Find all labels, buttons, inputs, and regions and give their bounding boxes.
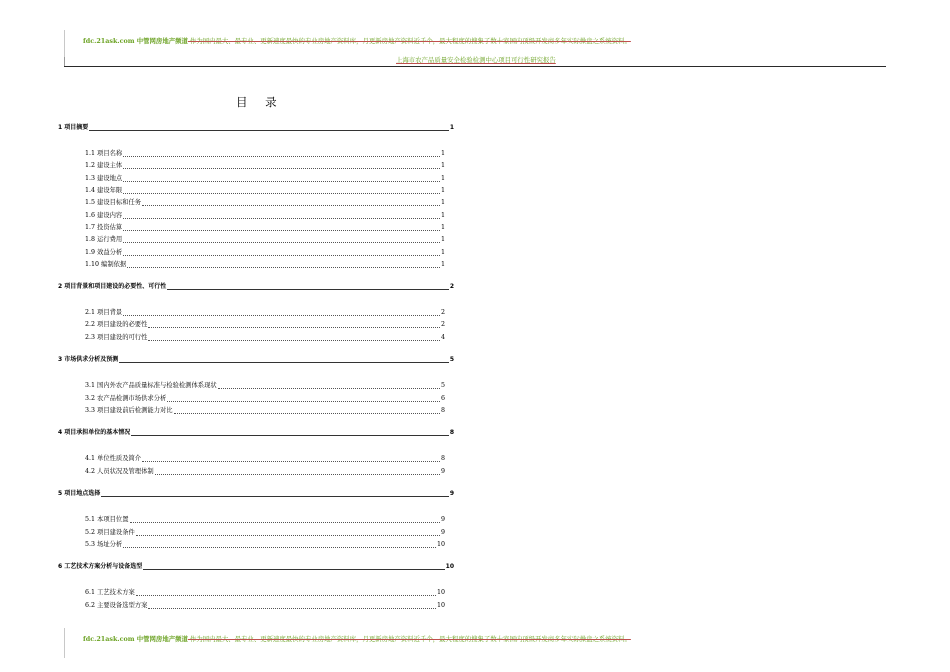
toc-entry-label: 4.1 单位性质及简介 bbox=[85, 455, 142, 462]
toc-section-1-6[interactable] bbox=[85, 212, 445, 220]
toc-leader bbox=[167, 400, 440, 402]
toc-entry-label: 3.3 项目建设前后检测能力对比 bbox=[85, 407, 173, 414]
toc-entry-page: 9 bbox=[440, 516, 445, 523]
toc-leader bbox=[123, 314, 440, 316]
toc-entry-page: 1 bbox=[449, 124, 454, 131]
toc-section-1-7[interactable] bbox=[85, 224, 445, 232]
toc-entry-label: 6 工艺技术方案分析与设备选型 bbox=[58, 563, 143, 570]
toc-entry-page: 1 bbox=[440, 249, 445, 256]
toc-leader bbox=[123, 546, 436, 548]
toc-leader bbox=[127, 266, 440, 268]
header-slogan: 作为国内最大、最专业、更新速度最快的专业房地产资料库，月更新房地产资料近千个，最大程度的搜集了数十家国内顶级开发商多年实际操盘之系统资料。 bbox=[187, 37, 631, 45]
toc-entry-label: 4.2 人员状况及管理体制 bbox=[85, 468, 154, 475]
toc-section-6-1[interactable] bbox=[85, 589, 445, 597]
toc-entry-label: 2.1 项目背景 bbox=[85, 309, 123, 316]
toc-leader bbox=[142, 204, 440, 206]
toc-leader bbox=[167, 288, 449, 290]
toc-entry-label: 1.4 建设年限 bbox=[85, 187, 123, 194]
toc-entry-page: 5 bbox=[449, 356, 454, 363]
toc-chapter-4[interactable] bbox=[58, 429, 454, 437]
toc-leader bbox=[131, 434, 449, 436]
toc-leader bbox=[123, 241, 440, 243]
toc-leader bbox=[142, 460, 440, 462]
toc-entry-label: 1.2 建设主体 bbox=[85, 162, 123, 169]
toc-entry-page: 8 bbox=[440, 407, 445, 414]
toc-section-5-1[interactable] bbox=[85, 516, 445, 524]
toc-entry-label: 2 项目背景和项目建设的必要性、可行性 bbox=[58, 283, 167, 290]
toc-leader bbox=[136, 594, 436, 596]
toc-entry-label: 5.3 场址分析 bbox=[85, 541, 123, 548]
toc-entry-label: 3.2 农产品检测市场供求分析 bbox=[85, 395, 167, 402]
document-running-title: 上海市农产品质量安全检验检测中心项目可行性研究报告 bbox=[396, 56, 556, 64]
toc-entry-label: 6.2 主要设备选型方案 bbox=[85, 602, 148, 609]
toc-entry-page: 10 bbox=[436, 602, 445, 609]
toc-entry-page: 10 bbox=[436, 589, 445, 596]
footer-margin-line bbox=[64, 628, 65, 658]
toc-section-1-10[interactable] bbox=[85, 261, 445, 269]
header-rule bbox=[64, 66, 886, 67]
toc-entry-page: 9 bbox=[449, 490, 454, 497]
toc-entry-label: 5.2 项目建设条件 bbox=[85, 529, 135, 536]
toc-entry-label: 3 市场供求分析及预测 bbox=[58, 356, 119, 363]
toc-leader bbox=[123, 155, 440, 157]
toc-leader bbox=[136, 534, 440, 536]
toc-entry-page: 1 bbox=[440, 187, 445, 194]
toc-section-1-9[interactable] bbox=[85, 249, 445, 257]
toc-entry-label: 1 项目摘要 bbox=[58, 124, 89, 131]
toc-section-5-2[interactable] bbox=[85, 529, 445, 537]
toc-entry-label: 1.6 建设内容 bbox=[85, 212, 123, 219]
toc-entry-label: 6.1 工艺技术方案 bbox=[85, 589, 135, 596]
footer-slogan: 作为国内最大、最专业、更新速度最快的专业房地产资料库，月更新房地产资料近千个，最大程度的搜集了数十家国内顶级开发商多年实际操盘之系统资料。 bbox=[187, 635, 631, 643]
toc-leader bbox=[123, 180, 440, 182]
toc-entry-page: 1 bbox=[440, 224, 445, 231]
toc-section-1-4[interactable] bbox=[85, 187, 445, 195]
toc-chapter-5[interactable] bbox=[58, 490, 454, 498]
toc-leader bbox=[148, 339, 440, 341]
header-banner bbox=[83, 37, 783, 45]
toc-entry-page: 1 bbox=[440, 199, 445, 206]
toc-entry-label: 1.3 建设地点 bbox=[85, 175, 123, 182]
toc-entry-page: 1 bbox=[440, 150, 445, 157]
toc-entry-label: 5.1 本项目位置 bbox=[85, 516, 129, 523]
toc-chapter-1[interactable] bbox=[58, 124, 454, 132]
toc-leader bbox=[143, 568, 444, 570]
toc-section-1-2[interactable] bbox=[85, 162, 445, 170]
toc-section-3-2[interactable] bbox=[85, 395, 445, 403]
toc-entry-page: 8 bbox=[440, 455, 445, 462]
toc-leader bbox=[123, 217, 440, 219]
toc-leader bbox=[123, 229, 440, 231]
toc-entry-label: 1.10 编制依据 bbox=[85, 261, 127, 268]
toc-leader bbox=[119, 361, 449, 363]
toc-entry-page: 1 bbox=[440, 236, 445, 243]
toc-chapter-6[interactable] bbox=[58, 563, 454, 571]
toc-section-4-2[interactable] bbox=[85, 468, 445, 476]
toc-entry-page: 9 bbox=[440, 468, 445, 475]
toc-entry-label: 5 项目地点选择 bbox=[58, 490, 101, 497]
toc-entry-page: 1 bbox=[440, 261, 445, 268]
toc-entry-label: 1.1 项目名称 bbox=[85, 150, 123, 157]
toc-leader bbox=[123, 192, 440, 194]
footer-banner bbox=[83, 635, 783, 643]
toc-entry-label: 1.8 运行费用 bbox=[85, 236, 123, 243]
toc-entry-label: 2.2 项目建设的必要性 bbox=[85, 321, 148, 328]
toc-entry-label: 1.5 建设目标和任务 bbox=[85, 199, 142, 206]
toc-section-5-3[interactable] bbox=[85, 541, 445, 549]
toc-entry-page: 10 bbox=[445, 563, 454, 570]
toc-title: 目 录 bbox=[236, 95, 284, 109]
toc-entry-label: 4 项目承担单位的基本情况 bbox=[58, 429, 131, 436]
toc-leader bbox=[123, 167, 440, 169]
toc-leader bbox=[148, 326, 440, 328]
toc-leader bbox=[89, 129, 449, 131]
toc-leader bbox=[130, 521, 440, 523]
footer-site-link[interactable]: fdc.21ask.com 中管网房地产频道 bbox=[83, 635, 188, 643]
toc-entry-page: 9 bbox=[440, 529, 445, 536]
toc-section-2-2[interactable] bbox=[85, 321, 445, 329]
toc-entry-page: 10 bbox=[436, 541, 445, 548]
toc-entry-page: 4 bbox=[440, 334, 445, 341]
header-site-link[interactable]: fdc.21ask.com 中管网房地产频道 bbox=[83, 37, 188, 45]
toc-section-4-1[interactable] bbox=[85, 455, 445, 463]
toc-chapter-2[interactable] bbox=[58, 283, 454, 291]
toc-entry-page: 1 bbox=[440, 212, 445, 219]
toc-entry-label: 1.9 效益分析 bbox=[85, 249, 123, 256]
toc-leader bbox=[101, 495, 449, 497]
toc-chapter-3[interactable] bbox=[58, 356, 454, 364]
toc-section-1-8[interactable] bbox=[85, 236, 445, 244]
toc-entry-label: 3.1 国内外农产品质量标准与检验检测体系现状 bbox=[85, 382, 217, 389]
toc-section-1-1[interactable] bbox=[85, 150, 445, 158]
toc-leader bbox=[174, 412, 440, 414]
toc-entry-page: 6 bbox=[440, 395, 445, 402]
toc-section-1-3[interactable] bbox=[85, 175, 445, 183]
toc-entry-label: 1.7 投资估算 bbox=[85, 224, 123, 231]
toc-entry-page: 2 bbox=[440, 309, 445, 316]
toc-leader bbox=[218, 387, 440, 389]
toc-leader bbox=[155, 473, 440, 475]
toc-entry-page: 2 bbox=[449, 283, 454, 290]
toc-section-6-2[interactable] bbox=[85, 602, 445, 610]
toc-entry-page: 5 bbox=[440, 382, 445, 389]
toc-leader bbox=[148, 607, 436, 609]
toc-entry-page: 1 bbox=[440, 175, 445, 182]
toc-section-3-1[interactable] bbox=[85, 382, 445, 390]
toc-section-3-3[interactable] bbox=[85, 407, 445, 415]
toc-section-2-3[interactable] bbox=[85, 334, 445, 342]
toc-section-2-1[interactable] bbox=[85, 309, 445, 317]
toc-entry-page: 8 bbox=[449, 429, 454, 436]
toc-entry-label: 2.3 项目建设的可行性 bbox=[85, 334, 148, 341]
toc-section-1-5[interactable] bbox=[85, 199, 445, 207]
toc-leader bbox=[123, 254, 440, 256]
toc-entry-page: 2 bbox=[440, 321, 445, 328]
toc-entry-page: 1 bbox=[440, 162, 445, 169]
